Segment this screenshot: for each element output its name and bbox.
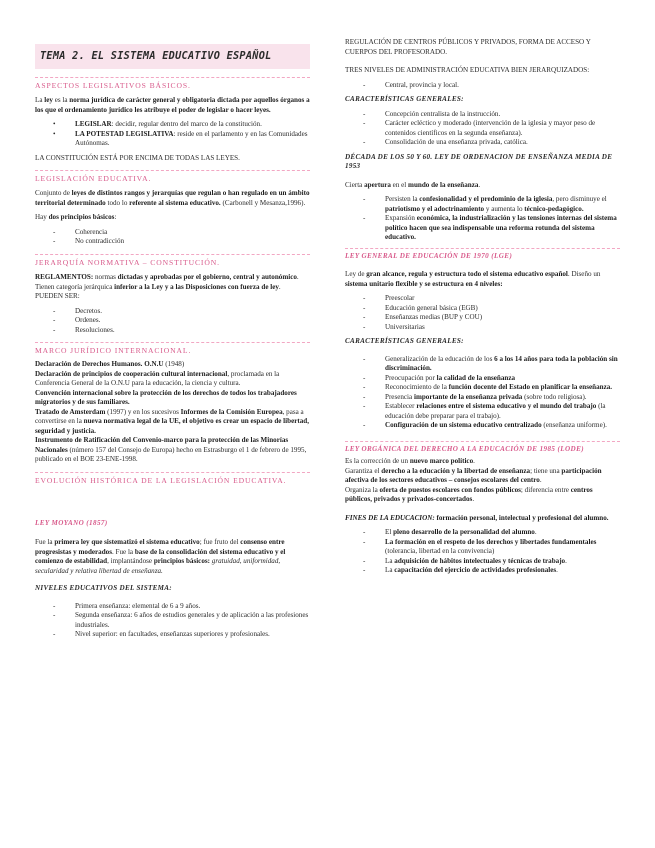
lge-niveles-list	[345, 294, 620, 332]
list-item: - Concepción centralista de la instrucción.	[363, 110, 620, 120]
lode-text	[345, 457, 620, 505]
caracteristicas-heading-2: CARACTERÍSTICAS GENERALES:	[345, 337, 464, 345]
list-item: - Enseñanzas medias (BUP y COU)	[363, 313, 620, 323]
decada-heading: DÉCADA DE LOS 50 Y 60. LEY DE ORDENACION DE ENSEÑANZA MEDIA DE 1953	[345, 152, 613, 170]
list-item: - Reconocimiento de la función docente del Estado en planificar la enseñanza.	[363, 383, 620, 393]
list-item: - Generalización de la educación de los 6 a los 14 años para toda la población sin discriminación.	[363, 355, 620, 374]
ley-moyano-text: Fue la primera ley que sistematizó el sistema educativo; fue fruto del consenso entre progresistas y moderados. Fue la base de la consolidación del sistema educativo y el comienzo de estabilidad, implantándose principios básicos: gratuidad, uniformidad, secularidad y relativa libertad de enseñanza.	[35, 538, 286, 575]
title-banner	[35, 44, 310, 69]
list-item: - Expansión económica, la industrialización y las tensiones internas del sistema político hacen que sea indispensable una reforma rotunda del sistema educativo.	[363, 214, 620, 243]
niveles-list	[35, 602, 310, 640]
lode-line: Es la corrección de un nuevo marco político.	[345, 457, 475, 465]
marco-text	[35, 360, 310, 465]
tres-niveles-list	[345, 81, 620, 91]
list-item: - Persisten la confesionalidad y el predominio de la iglesia, pero disminuye el patriotismo y el adoctrinamiento y aumenta lo técnico-pedagógico.	[363, 195, 620, 214]
tres-niveles-text: TRES NIVELES DE ADMINISTRACIÓN EDUCATIVA BIEN JERARQUIZADOS:	[345, 66, 590, 74]
legislar-list	[35, 120, 310, 149]
list-item: - Central, provincia y local.	[363, 81, 620, 91]
right-column	[345, 0, 620, 581]
list-item: • LEGISLAR: decidir, regular dentro del marco de la constitución.	[53, 120, 310, 130]
list-item: - Resoluciones.	[53, 326, 310, 336]
section-heading-legislacion: LEGISLACIÓN EDUCATIVA.	[35, 170, 310, 184]
list-item: - Segunda enseñanza: 6 años de estudios generales y de aplicación a las profesiones industriales.	[53, 611, 310, 630]
decada-list	[345, 195, 620, 243]
principios-list	[35, 228, 310, 247]
section-heading-evolucion: EVOLUCIÓN HISTÓRICA DE LA LEGISLACIÓN EDUCATIVA.	[35, 472, 310, 486]
regulacion-text: REGULACIÓN DE CENTROS PÚBLICOS Y PRIVADOS, FORMA DE ACCESO Y CUERPOS DEL PROFESORADO.	[345, 38, 591, 56]
fines-list	[345, 528, 620, 576]
section-heading-aspectos: ASPECTOS LEGISLATIVOS BÁSICOS.	[35, 77, 310, 91]
legislacion-definition: Conjunto de leyes de distintos rangos y jerarquías que regulan o han regulado en un ámbito territorial determinado todo lo referente al sistema educativo. (Carbonell y Mesanza,1996).	[35, 189, 310, 207]
list-item: - Consolidación de una enseñanza privada, católica.	[363, 138, 620, 148]
caracteristicas-list-2	[345, 355, 620, 431]
niveles-heading: NIVELES EDUCATIVOS DEL SISTEMA:	[35, 584, 172, 593]
list-item: • LA POTESTAD LEGISLATIVA: reside en el parlamento y en las Comunidades Autónomas.	[53, 130, 310, 149]
list-item: - Decretos.	[53, 307, 310, 317]
lge-heading: LEY GENERAL DE EDUCACIÓN DE 1970 (LGE)	[345, 248, 620, 262]
left-column	[35, 0, 310, 645]
list-item: - Educación general básica (EGB)	[363, 304, 620, 314]
marco-line: Declaración de principios de cooperación cultural internacional, proclamada en la Conferencia General de la O.N.U para la educación, la ciencia y cultura.	[35, 369, 280, 388]
list-item: - Coherencia	[53, 228, 310, 238]
lge-text: Ley de gran alcance, regula y estructura todo el sistema educativo español. Diseño un sistema unitario flexible y se estructura en 4 niveles:	[345, 270, 601, 288]
list-item: - Carácter ecléctico y moderado (intervención de la iglesia y mayor peso de contenidos científicos en la segunda enseñanza).	[363, 119, 620, 138]
fines-text: FINES DE LA EDUCACION: formación personal, intelectual y profesional del alumno.	[345, 513, 609, 522]
lode-line: Organiza la oferta de puestos escolares con fondos públicos; diferencia entre centros públicos, privados y privados-concertados.	[345, 485, 593, 503]
lode-heading: LEY ORGÁNICA DEL DERECHO A LA EDUCACIÓN DE 1985 (LODE)	[345, 441, 620, 455]
section-heading-marco: MARCO JURÍDICO INTERNACIONAL.	[35, 342, 310, 356]
reglamentos-text: REGLAMENTOS: normas dictadas y aprobadas por el gobierno, central y autonómico. Tienen categoría jerárquica inferior a la Ley y a las Disposiciones con fuerza de ley. PUEDEN SER:	[35, 273, 299, 301]
caracteristicas-heading-1: CARACTERÍSTICAS GENERALES:	[345, 95, 464, 103]
list-item: - Primera enseñanza: elemental de 6 a 9 años.	[53, 602, 310, 612]
constitucion-note: LA CONSTITUCIÓN ESTÁ POR ENCIMA DE TODAS LAS LEYES.	[35, 153, 240, 162]
list-item: - Universitarias	[363, 323, 620, 333]
reglamentos-list	[35, 307, 310, 336]
list-item: - La capacitación del ejercicio de actividades profesionales.	[363, 566, 620, 576]
marco-line: Convención internacional sobre la protección de los derechos de todos los trabajadores migratorios y de sus familiares.	[35, 388, 297, 407]
list-item: - Configuración de un sistema educativo centralizado (enseñanza uniforme).	[363, 421, 620, 431]
marco-line: Declaración de Derechos Humanos. O.N.U (1948)	[35, 360, 185, 369]
decada-text: Cierta apertura en el mundo de la enseñanza.	[345, 180, 481, 189]
list-item: - No contradicción	[53, 237, 310, 247]
list-item: - Preocupación por la calidad de la enseñanza	[363, 374, 620, 384]
list-item: - La formación en el respeto de los derechos y libertades fundamentales (tolerancia, libertad en la convivencia)	[363, 538, 620, 557]
list-item: - La adquisición de hábitos intelectuales y técnicas de trabajo.	[363, 557, 620, 567]
list-item: - Ordenes.	[53, 316, 310, 326]
list-item: - Establecer relaciones entre el sistema educativo y el mundo del trabajo (la educación debe preparar para el trabajo).	[363, 402, 620, 421]
list-item: - Presencia importante de la enseñanza privada (sobre todo religiosa).	[363, 393, 620, 403]
page-title: TEMA 2. EL SISTEMA EDUCATIVO ESPAÑOL	[40, 50, 272, 62]
section-heading-jerarquia: JERARQUÍA NORMATIVA – CONSTITUCIÓN.	[35, 254, 310, 268]
marco-line: Instrumento de Ratificación del Convenio-marco para la protección de las Minorías Nacionales (número 157 del Consejo de Europa) hecho en Estrasburgo el 1 de febrero de 1995, publicado en el BOE 23-ENE-1998.	[35, 436, 307, 464]
list-item: - El pleno desarrollo de la personalidad del alumno.	[363, 528, 620, 538]
list-item: - Preescolar	[363, 294, 620, 304]
list-item: - Nivel superior: en facultades, enseñanzas superiores y profesionales.	[53, 630, 310, 640]
ley-moyano-heading: LEY MOYANO (1857)	[35, 518, 108, 527]
caracteristicas-list-1	[345, 110, 620, 148]
ley-definition: La ley es la norma jurídica de carácter general y obligatoria dictada por aquellos órganos a los que el ordenamiento jurídico les atribuye el poder de legislar o hacer leyes.	[35, 96, 310, 114]
principios-intro: Hay dos principios básicos:	[35, 213, 117, 222]
lode-line: Garantiza el derecho a la educación y la libertad de enseñanza; tiene una participación afectiva de los sectores educativos – consejos escolares del centro.	[345, 466, 602, 484]
marco-line: Tratado de Amsterdam (1997) y en los sucesivos Informes de la Comisión Europea, pasa a convertirse en la nueva normativa legal de la UE, el objetivo es crear un espacio de libertad, seguridad y justicia.	[35, 407, 309, 435]
